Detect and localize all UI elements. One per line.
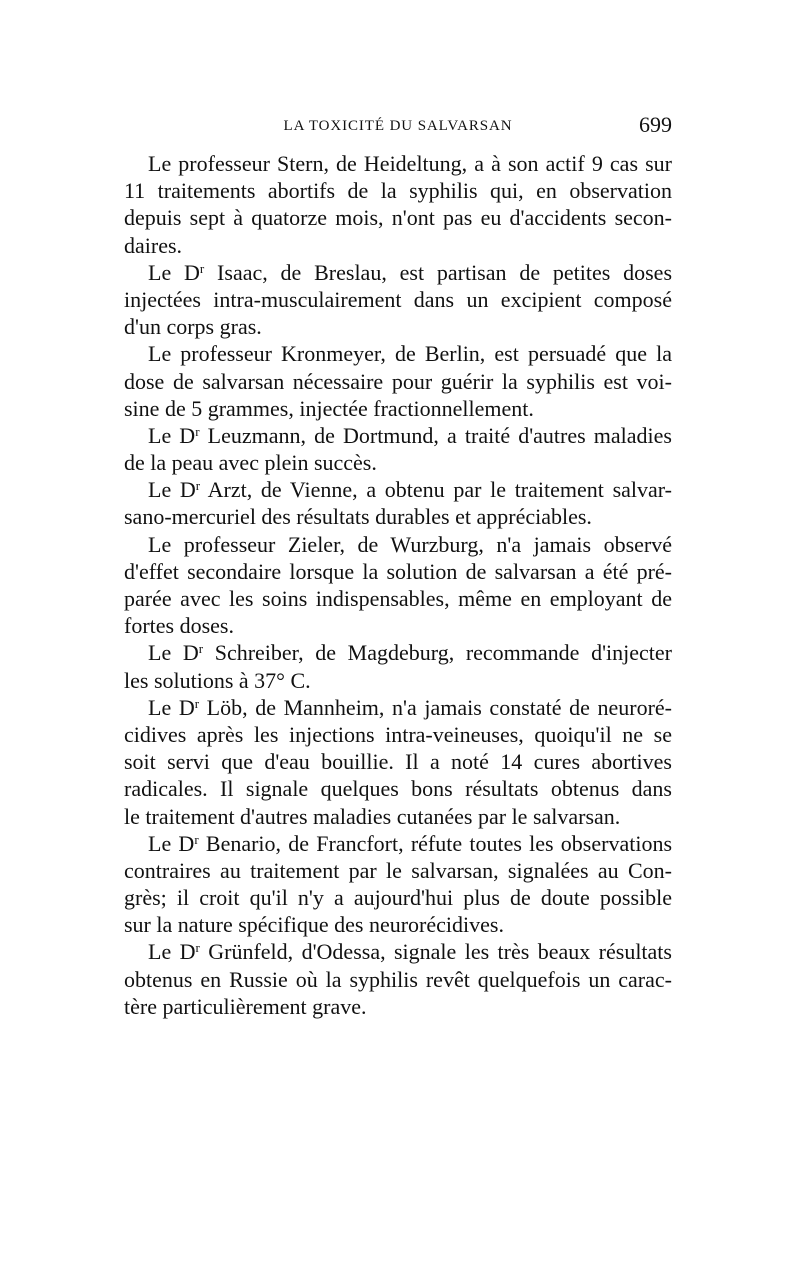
text-line: injectées intra-musculairement dans un excipient composé	[124, 286, 672, 312]
text-line: tère particulièrement grave.	[124, 993, 367, 1019]
paragraph-schreiber	[124, 639, 672, 693]
text-fragment: Löb, de Mannheim, n'a jamais constaté de neuroré-	[199, 694, 673, 720]
text-line: sano-mercuriel des résultats durables et appréciables.	[124, 504, 592, 530]
text-line	[124, 938, 672, 965]
text-line: d'effet secondaire lorsque la solution de salvarsan a été pré-	[124, 558, 672, 584]
text-line: parée avec les soins indispensables, même en employant de	[124, 586, 672, 611]
title-abbrev: Le D	[148, 640, 199, 666]
text-line	[124, 830, 672, 857]
text-fragment: Grünfeld, d'Odessa, signale les très beaux résultats	[199, 939, 672, 965]
text-fragment: Isaac, de Breslau, est partisan de petites doses	[204, 259, 673, 285]
text-line: radicales. Il signale quelques bons résultats obtenus dans	[124, 776, 672, 802]
paragraph-grunfeld	[124, 938, 672, 1020]
text-line: daires.	[124, 232, 183, 258]
title-abbrev-superscript: r	[199, 260, 205, 276]
title-abbrev-superscript: r	[194, 831, 199, 847]
text-fragment: Leuzmann, de Dortmund, a traité d'autres maladies	[199, 422, 672, 448]
page-number: 699	[639, 112, 672, 137]
body-text	[124, 150, 672, 1020]
text-line: les solutions à 37° C.	[124, 667, 311, 693]
paragraph-lob	[124, 694, 672, 830]
text-line	[124, 476, 672, 503]
title-abbrev: Le D	[148, 259, 200, 285]
text-line: depuis sept à quatorze mois, n'ont pas eu d'accidents secon-	[124, 205, 672, 231]
text-fragment: Schreiber, de Magdeburg, recommande d'injecter	[203, 640, 672, 666]
text-line	[124, 694, 672, 721]
title-abbrev-superscript: r	[195, 478, 201, 494]
text-line: soit servi que d'eau bouillie. Il a noté 14 cures abortives	[124, 749, 672, 775]
text-fragment: Benario, de Francfort, réfute toutes les observations	[198, 830, 673, 856]
text-line: sur la nature spécifique des neurorécidives.	[124, 912, 504, 938]
title-abbrev: Le D	[148, 694, 195, 720]
text-line	[124, 422, 672, 449]
text-line: cidives après les injections intra-veineuses, quoiqu'il ne se	[124, 721, 672, 747]
title-abbrev-superscript: r	[194, 695, 200, 711]
title-abbrev: Le D	[148, 422, 196, 448]
text-line: grès; il croit qu'il n'y a aujourd'hui plus de doute possible	[124, 885, 672, 911]
paragraph-arzt	[124, 476, 672, 530]
text-line: fortes doses.	[124, 613, 234, 639]
text-fragment: Arzt, de Vienne, a obtenu par le traitement salvar-	[200, 477, 672, 503]
text-line: Le professeur Kronmeyer, de Berlin, est persuadé que la	[148, 341, 672, 367]
title-abbrev: Le D	[148, 830, 195, 856]
text-line: le traitement d'autres maladies cutanées par le salvarsan.	[124, 803, 621, 829]
text-line: sine de 5 grammes, injectée fractionnellement.	[124, 395, 534, 421]
title-abbrev-superscript: r	[195, 940, 200, 956]
running-title: LA TOXICITÉ DU SALVARSAN	[283, 118, 513, 134]
title-abbrev: Le D	[148, 477, 196, 503]
paragraph-kronmeyer	[124, 340, 672, 422]
text-line: Le professeur Stern, de Heideltung, a à son actif 9 cas sur	[148, 151, 672, 176]
text-line: dose de salvarsan nécessaire pour guérir la syphilis est voi-	[124, 368, 672, 394]
text-line	[124, 259, 672, 286]
title-abbrev: Le D	[148, 939, 196, 965]
text-line: 11 traitements abortifs de la syphilis qui, en observation	[124, 178, 672, 204]
text-line: contraires au traitement par le salvarsan, signalées au Con-	[124, 857, 672, 883]
title-abbrev-superscript: r	[198, 641, 204, 657]
paragraph-zieler	[124, 531, 672, 640]
running-head	[124, 112, 672, 142]
paragraph-benario	[124, 830, 672, 939]
paragraph-isaac	[124, 259, 672, 341]
text-line: de la peau avec plein succès.	[124, 450, 377, 476]
paragraph-stern	[124, 150, 672, 259]
text-line: d'un corps gras.	[124, 314, 262, 340]
paragraph-leuzmann	[124, 422, 672, 476]
text-line: Le professeur Zieler, de Wurzburg, n'a jamais observé	[148, 531, 672, 557]
text-line: obtenus en Russie où la syphilis revêt quelquefois un carac-	[124, 966, 672, 992]
title-abbrev-superscript: r	[195, 423, 200, 439]
text-line	[124, 639, 672, 666]
